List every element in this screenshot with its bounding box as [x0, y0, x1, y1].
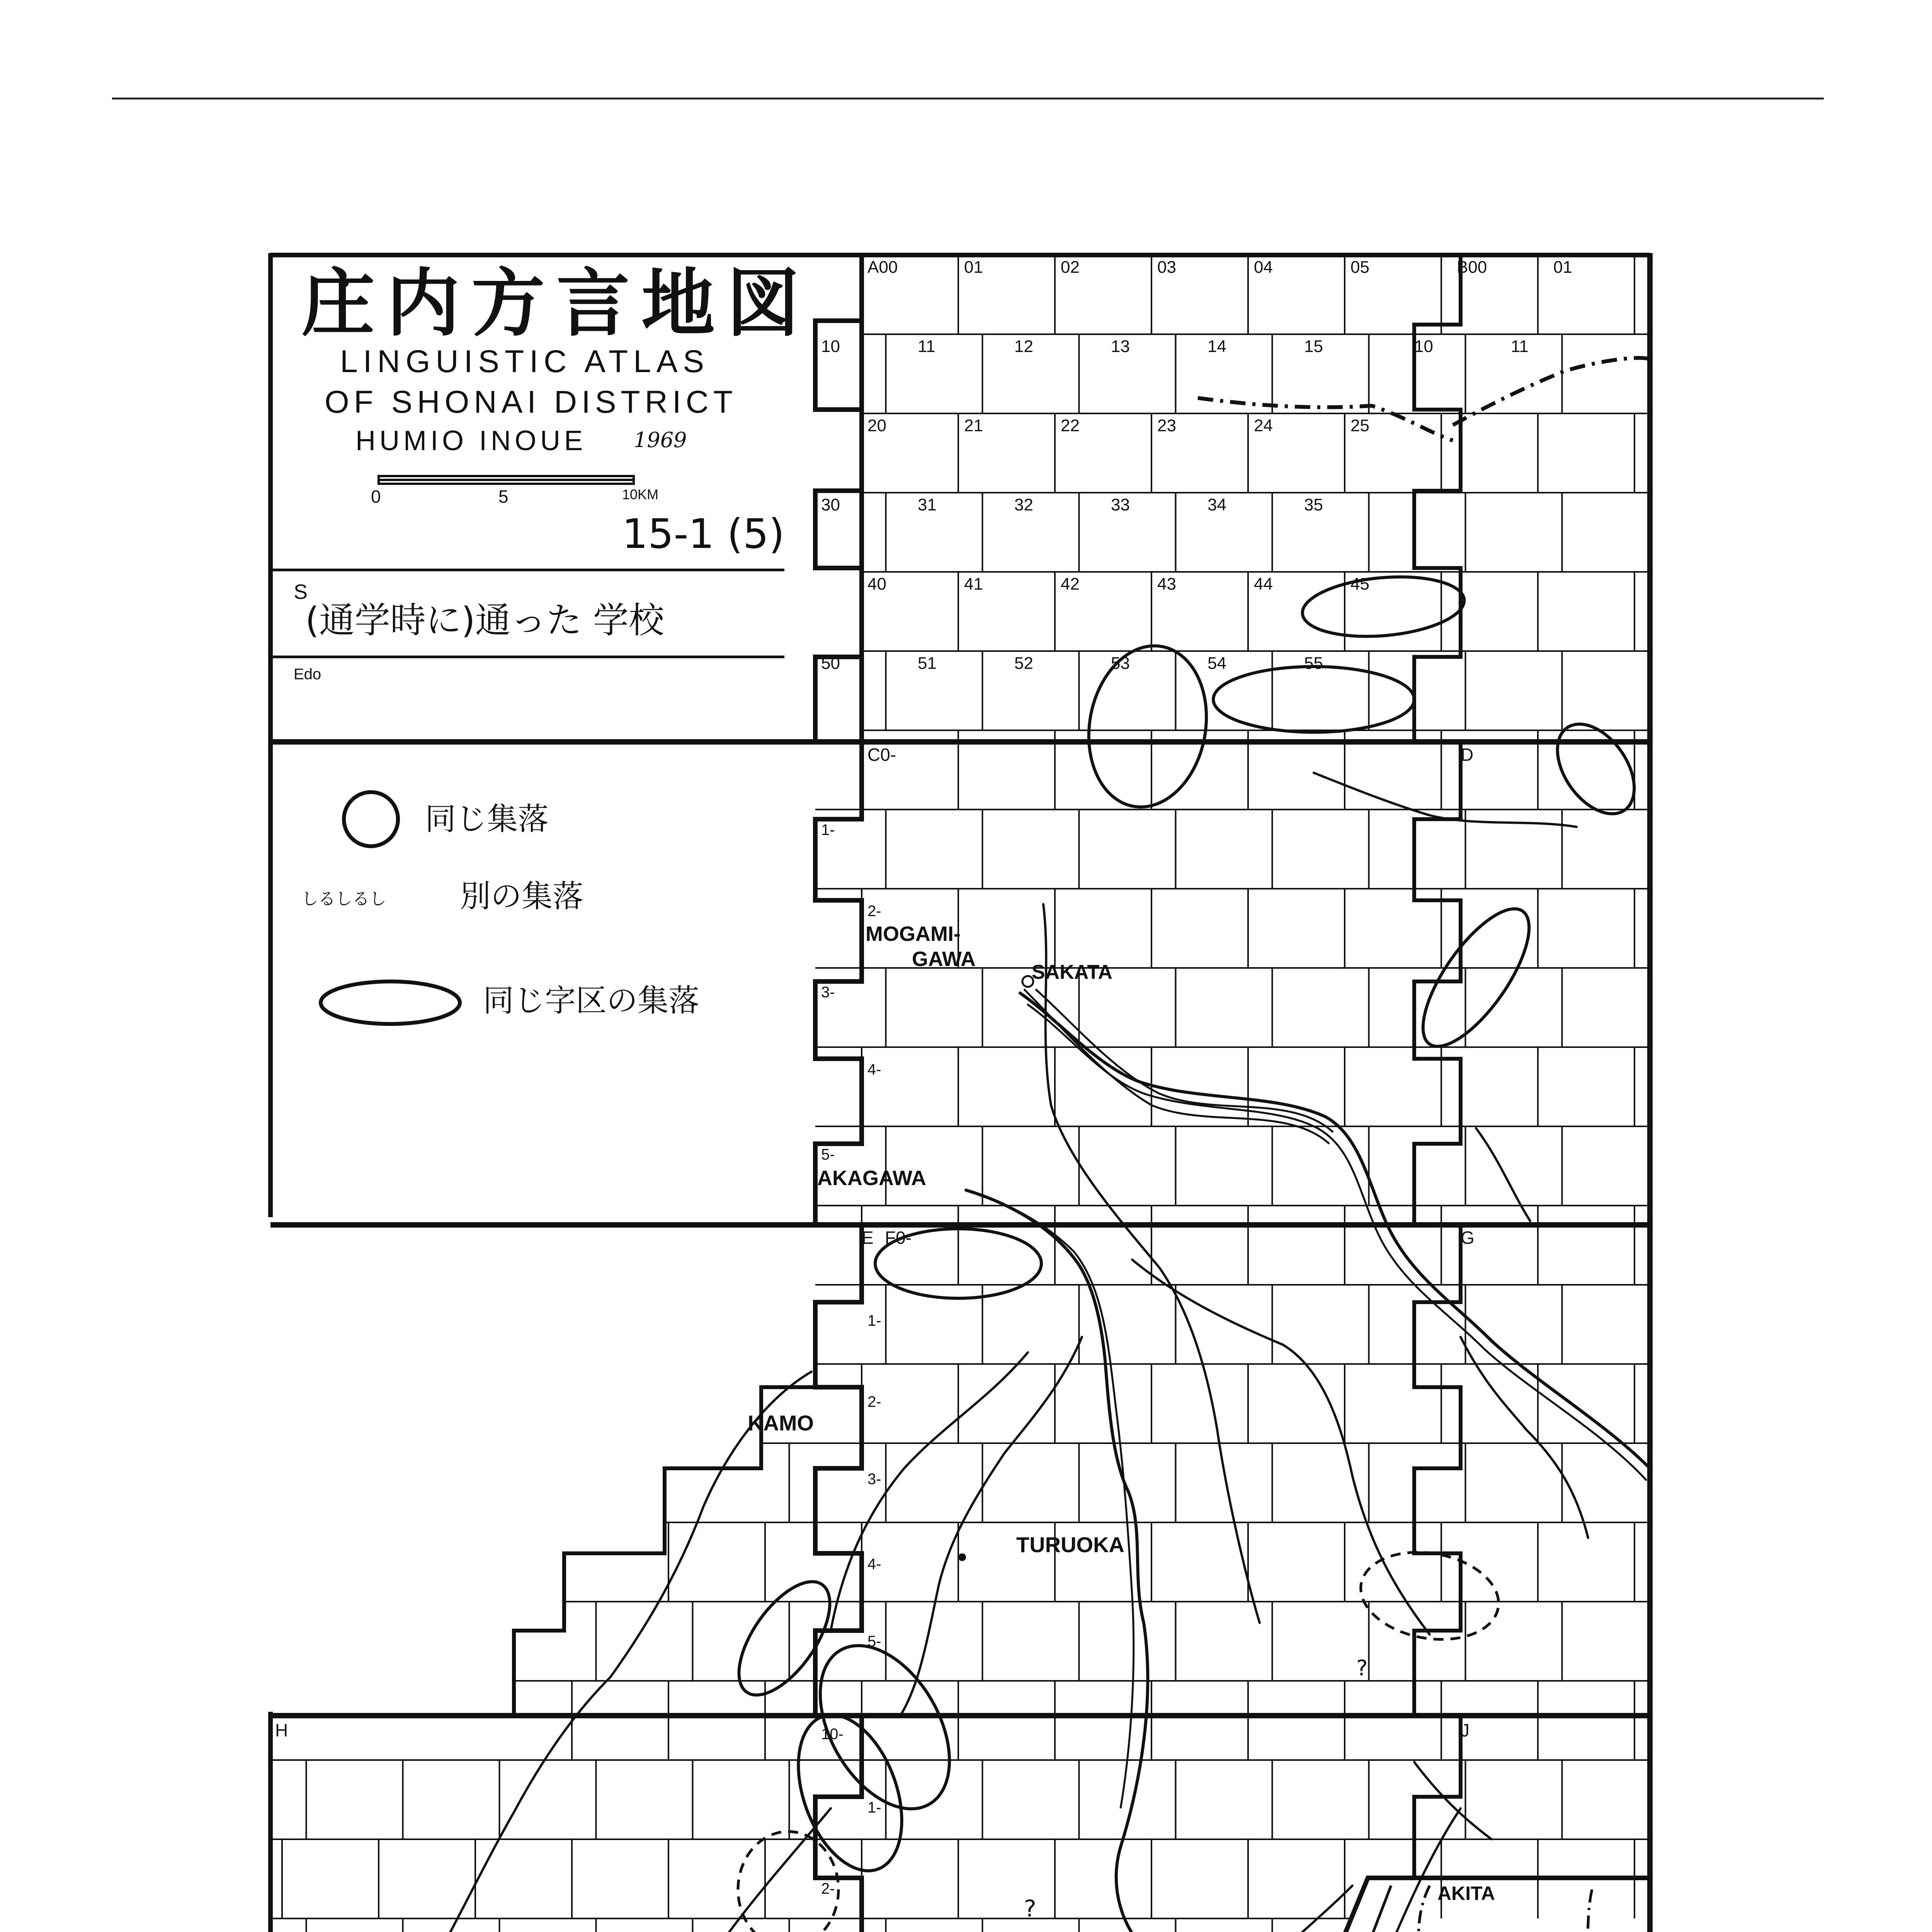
grid-label-cell: 41 — [964, 575, 983, 594]
row-dash-label: 1- — [867, 1312, 881, 1329]
row-dash-label: 4- — [867, 1061, 881, 1078]
grid-label-cell: 53 — [1111, 654, 1130, 673]
rivers — [294, 773, 1650, 1932]
block-label: J — [1461, 1720, 1469, 1740]
row-dash-label: 3- — [821, 984, 835, 1001]
grid-label-cell: 32 — [1014, 495, 1033, 514]
mogami-river-inner — [1028, 1005, 1646, 1480]
place-kamo: KAMO — [748, 1411, 814, 1435]
inland-step-edge — [1414, 255, 1461, 1878]
grid-label-cell: 50 — [821, 654, 840, 673]
dashed-groupings — [738, 1542, 1505, 1932]
question-mark-2: ? — [1024, 1895, 1036, 1922]
row-dash-label: 5- — [867, 1633, 881, 1650]
place-akagawa: AKAGAWA — [817, 1167, 926, 1190]
grid-label-cell: 25 — [1350, 416, 1369, 435]
grid-label-cell: 31 — [918, 495, 937, 514]
grid-label-top: 05 — [1350, 258, 1369, 277]
grid-label-cell: 35 — [1304, 495, 1323, 514]
atlas-year: 1969 — [634, 428, 687, 452]
row-dash-label: 4- — [867, 1556, 881, 1573]
grid-label-top: 01 — [1553, 258, 1572, 277]
grid-label-cell: 14 — [1208, 337, 1226, 356]
row-dash-label: 2- — [821, 1880, 835, 1897]
scale-tick-10km: 10KM — [622, 486, 659, 502]
grid-label-cell: 15 — [1304, 337, 1323, 356]
map-number: 15-1 (5) — [622, 510, 785, 558]
atlas-title-ja: 庄内方言地図 — [301, 260, 812, 346]
grid-label-cell: 22 — [1061, 416, 1080, 435]
akagawa-river — [966, 1190, 1155, 1932]
place-mogami: MOGAMI- — [866, 922, 961, 946]
block-label: G — [1461, 1228, 1475, 1248]
grid-label-cell: 12 — [1014, 337, 1033, 356]
row-dash-label: 1- — [821, 821, 835, 838]
grid-label-top: 01 — [964, 258, 983, 277]
block-label: C0- — [867, 745, 896, 765]
grid-label-cell: 10 — [1414, 337, 1433, 356]
row-dash-label: 3- — [867, 1471, 881, 1488]
standard-form: (通学時に)通った 学校 — [305, 600, 665, 641]
grid-label-cell: 34 — [1208, 495, 1226, 514]
grid-label-cell: 52 — [1014, 654, 1033, 673]
inset-akita: AKITA — [1437, 1883, 1495, 1904]
row-dash-label: 1- — [867, 1799, 881, 1816]
place-turuoka: TURUOKA — [1016, 1532, 1124, 1557]
grid-label-cell: 11 — [1511, 337, 1529, 356]
turuoka-marker — [958, 1553, 966, 1561]
grid-label-cell: 55 — [1304, 654, 1323, 673]
block-label: D — [1461, 745, 1474, 765]
atlas-title-en-2: OF SHONAI DISTRICT — [325, 384, 737, 420]
atlas-title-en-1: LINGUISTIC ATLAS — [340, 344, 710, 379]
grid-label-cell: 13 — [1111, 337, 1130, 356]
row-dash-label: 10- — [821, 1726, 844, 1743]
legend-wavy-sample: しるしるし — [301, 889, 386, 909]
question-mark-3: ? — [1356, 1656, 1368, 1681]
atlas-author: HUMIO INOUE — [355, 425, 587, 456]
grid-label-cell: 30 — [821, 495, 840, 514]
row-dash-label: 5- — [821, 1146, 835, 1163]
edo-label: Edo — [294, 666, 321, 683]
grid-label-cell: 33 — [1111, 495, 1130, 514]
grid-label-top: B00 — [1457, 258, 1487, 277]
block-label: F0- — [885, 1228, 912, 1248]
row-dash-label: 2- — [867, 1393, 881, 1410]
railway — [966, 989, 1333, 1808]
legend-item-same-district: 同じ字区の集落 — [483, 983, 699, 1019]
grid-label-cell: 45 — [1350, 575, 1369, 594]
legend-item-same-village: 同じ集落 — [425, 801, 549, 837]
grid-label-cell: 10 — [821, 337, 840, 356]
grid-label-cell: 44 — [1254, 575, 1273, 594]
grid-label-cell: 54 — [1208, 654, 1226, 673]
grid-label-cell: 51 — [918, 654, 937, 673]
legend-item-other-village: 別の集落 — [460, 878, 583, 914]
grid-label-cell: 20 — [867, 416, 886, 435]
block-label: H — [275, 1720, 288, 1740]
grid-label-top: A00 — [867, 258, 898, 277]
grid-label-cell: 43 — [1157, 575, 1176, 594]
row-dash-label: 2- — [867, 903, 881, 920]
grid-label-cell: 40 — [867, 575, 886, 594]
coast-step-edge-2 — [514, 1387, 862, 1716]
scale-tick-5: 5 — [498, 486, 509, 507]
standard-label: S — [294, 580, 308, 604]
scale-bar — [379, 476, 634, 484]
block-label: E — [862, 1228, 874, 1248]
grid-label-cell: 24 — [1254, 416, 1273, 435]
grid-label-cell: 21 — [964, 416, 983, 435]
grid-label-cell: 11 — [918, 337, 935, 356]
grid-label-top: 04 — [1254, 258, 1273, 277]
grid-label-cell: 23 — [1157, 416, 1176, 435]
grid-label-top: 03 — [1157, 258, 1176, 277]
legend-circle-symbol — [344, 792, 398, 846]
scale-tick-0: 0 — [371, 486, 381, 507]
legend-ellipse-symbol — [321, 981, 460, 1024]
grid-label-cell: 42 — [1061, 575, 1080, 594]
place-gawa: GAWA — [912, 947, 976, 971]
prefecture-boundaries — [1359, 1883, 1650, 1932]
grid-label-top: 02 — [1061, 258, 1080, 277]
grid-lines — [270, 255, 1650, 1932]
place-sakata: SAKATA — [1032, 961, 1112, 983]
